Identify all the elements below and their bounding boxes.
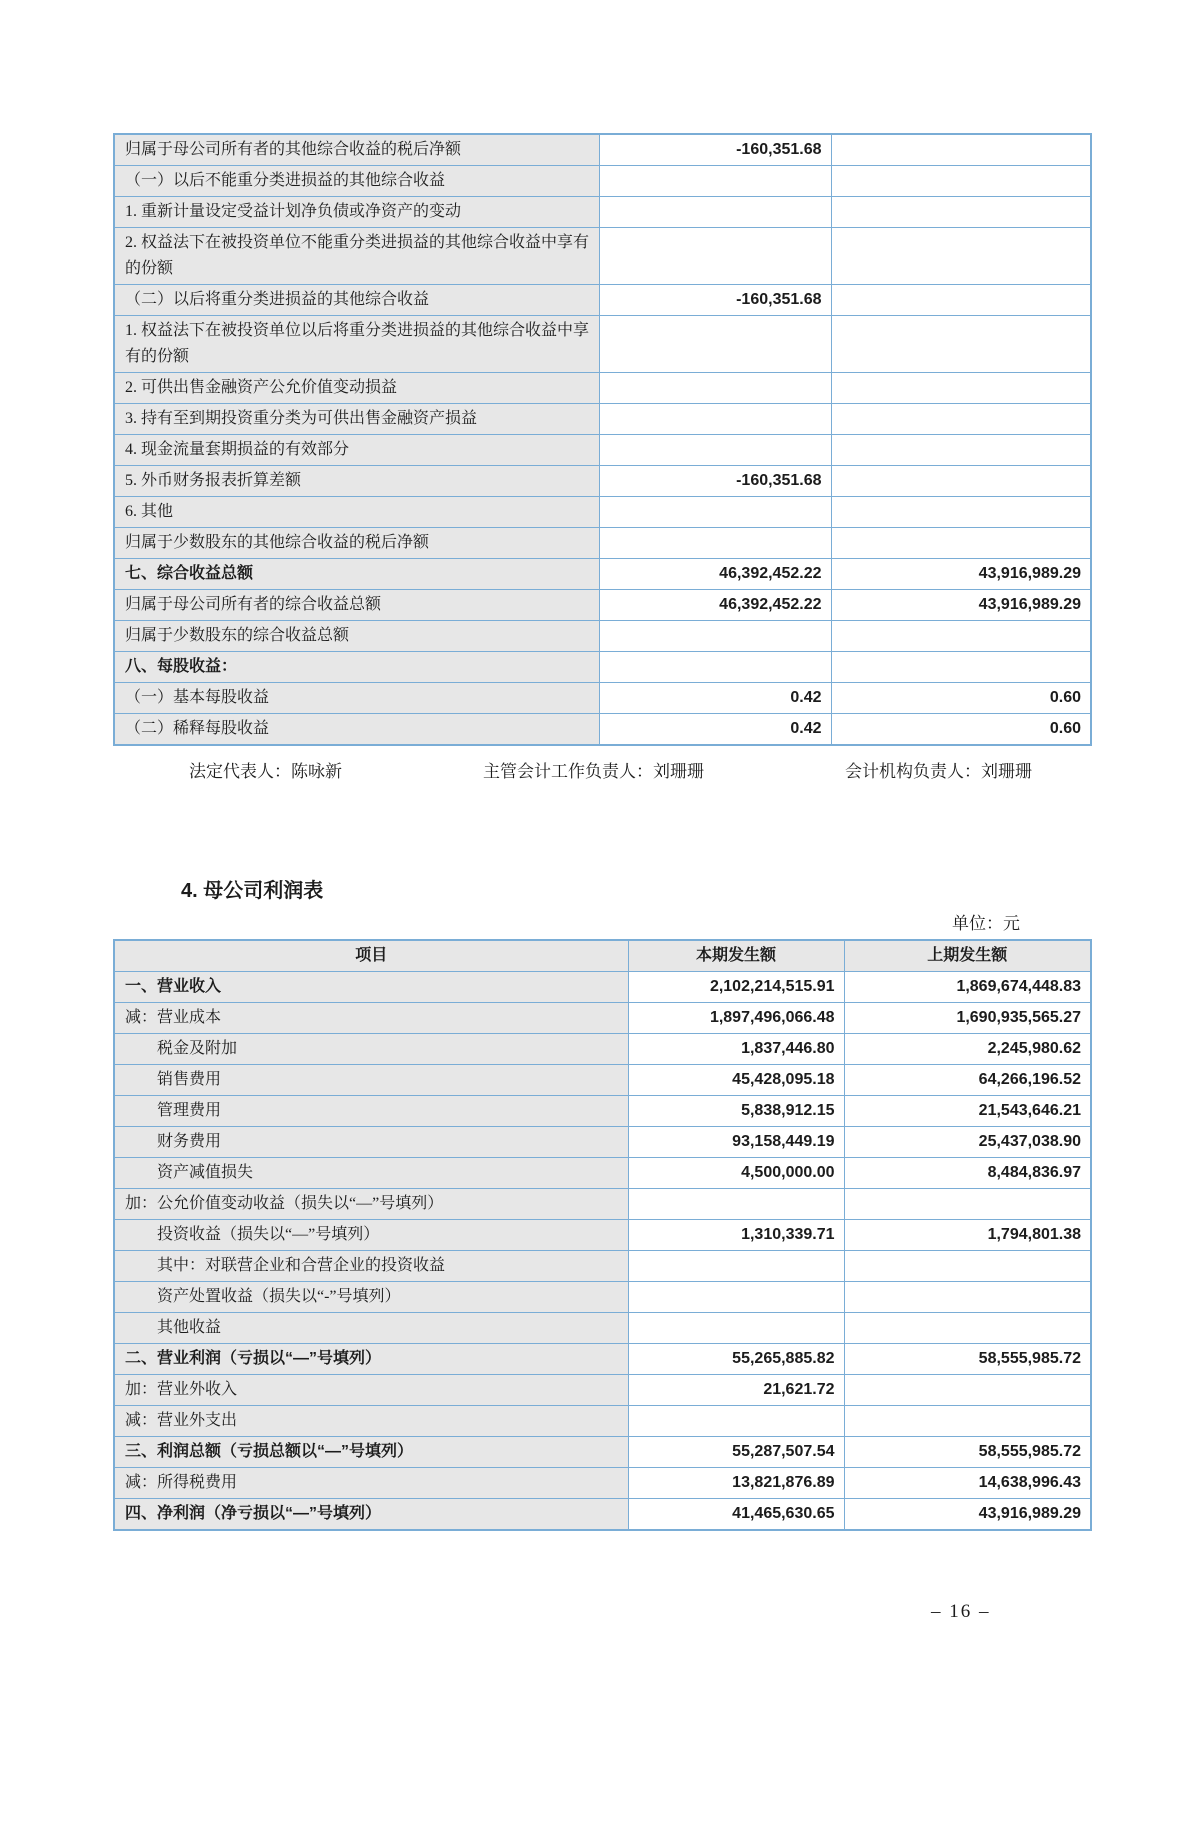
item-label-cell: 2. 权益法下在被投资单位不能重分类进损益的其他综合收益中享有的份额 [114,228,599,285]
item-label-cell: 财务费用 [114,1127,628,1158]
item-label-cell: 其中：对联营企业和合营企业的投资收益 [114,1251,628,1282]
current-amount-cell: 5,838,912.15 [628,1096,844,1127]
item-label-cell: 减：所得税费用 [114,1468,628,1499]
table-row [114,316,1091,373]
table-row [114,466,1091,497]
item-label-cell: 八、每股收益： [114,652,599,683]
table-row [114,652,1091,683]
prior-amount-cell: 43,916,989.29 [844,1499,1091,1531]
prior-amount-cell: 43,916,989.29 [831,559,1091,590]
current-amount-cell: 45,428,095.18 [628,1065,844,1096]
column-header-current-period: 本期发生额 [628,940,844,972]
item-label-cell: （一）基本每股收益 [114,683,599,714]
item-label-cell: 四、净利润（净亏损以“—”号填列） [114,1499,628,1531]
table-row [114,197,1091,228]
item-label-cell: （二）稀释每股收益 [114,714,599,746]
document-page [113,133,1090,1623]
current-amount-cell: 55,265,885.82 [628,1344,844,1375]
item-label-cell: （一）以后不能重分类进损益的其他综合收益 [114,166,599,197]
item-label-cell: 1. 重新计量设定受益计划净负债或净资产的变动 [114,197,599,228]
prior-amount-cell [844,1282,1091,1313]
prior-amount-cell [844,1406,1091,1437]
current-amount-cell: 1,310,339.71 [628,1220,844,1251]
current-amount-cell: -160,351.68 [599,285,831,316]
prior-amount-cell: 8,484,836.97 [844,1158,1091,1189]
table-row [114,1220,1091,1251]
chief-accountant-signature: 主管会计工作负责人：刘珊珊 [483,762,704,781]
table-row [114,1003,1091,1034]
table-row [114,166,1091,197]
table-row [114,1313,1091,1344]
current-amount-cell: 93,158,449.19 [628,1127,844,1158]
prior-amount-cell [831,316,1091,373]
prior-amount-cell [831,373,1091,404]
item-label-cell: 投资收益（损失以“—”号填列） [114,1220,628,1251]
page-number: – 16 – [931,1601,991,1622]
current-amount-cell: 46,392,452.22 [599,590,831,621]
prior-amount-cell [831,528,1091,559]
column-header-item: 项目 [114,940,628,972]
prior-amount-cell: 1,690,935,565.27 [844,1003,1091,1034]
prior-amount-cell [831,652,1091,683]
table-row [114,1344,1091,1375]
table-row [114,1251,1091,1282]
prior-amount-cell: 64,266,196.52 [844,1065,1091,1096]
table-row [114,228,1091,285]
table-row [114,1034,1091,1065]
current-amount-cell [628,1251,844,1282]
current-amount-cell: 46,392,452.22 [599,559,831,590]
item-label-cell: 1. 权益法下在被投资单位以后将重分类进损益的其他综合收益中享有的份额 [114,316,599,373]
item-label-cell: 3. 持有至到期投资重分类为可供出售金融资产损益 [114,404,599,435]
current-amount-cell: 21,621.72 [628,1375,844,1406]
current-amount-cell: 1,897,496,066.48 [628,1003,844,1034]
prior-amount-cell [831,466,1091,497]
item-label-cell: 资产处置收益（损失以“-”号填列） [114,1282,628,1313]
table-row [114,621,1091,652]
current-amount-cell [599,497,831,528]
section-heading: 4. 母公司利润表 [181,880,324,902]
table-row [114,497,1091,528]
table-row [114,1375,1091,1406]
prior-amount-cell [831,404,1091,435]
prior-amount-cell: 0.60 [831,683,1091,714]
current-amount-cell: 4,500,000.00 [628,1158,844,1189]
item-label-cell: 2. 可供出售金融资产公允价值变动损益 [114,373,599,404]
item-label-cell: 加：公允价值变动收益（损失以“—”号填列） [114,1189,628,1220]
prior-amount-cell [844,1189,1091,1220]
table-row [114,1499,1091,1531]
current-amount-cell: -160,351.68 [599,466,831,497]
table-row [114,1127,1091,1158]
table-row [114,1282,1091,1313]
item-label-cell: 销售费用 [114,1065,628,1096]
table-row [114,528,1091,559]
item-label-cell: 归属于母公司所有者的其他综合收益的税后净额 [114,134,599,166]
item-label-cell: 三、利润总额（亏损总额以“—”号填列） [114,1437,628,1468]
current-amount-cell: 2,102,214,515.91 [628,972,844,1003]
prior-amount-cell: 1,869,674,448.83 [844,972,1091,1003]
current-amount-cell [599,404,831,435]
item-label-cell: 5. 外币财务报表折算差额 [114,466,599,497]
prior-amount-cell: 2,245,980.62 [844,1034,1091,1065]
current-amount-cell [628,1406,844,1437]
prior-amount-cell: 0.60 [831,714,1091,746]
table-row [114,972,1091,1003]
prior-amount-cell: 58,555,985.72 [844,1344,1091,1375]
item-label-cell: 管理费用 [114,1096,628,1127]
prior-amount-cell: 1,794,801.38 [844,1220,1091,1251]
table-row [114,1096,1091,1127]
prior-amount-cell [844,1375,1091,1406]
table-row [114,683,1091,714]
current-amount-cell [628,1313,844,1344]
item-label-cell: 二、营业利润（亏损以“—”号填列） [114,1344,628,1375]
item-label-cell: 七、综合收益总额 [114,559,599,590]
table-row [114,1065,1091,1096]
item-label-cell: 归属于少数股东的其他综合收益的税后净额 [114,528,599,559]
table-row [114,1189,1091,1220]
current-amount-cell: 0.42 [599,714,831,746]
prior-amount-cell [831,134,1091,166]
table-row [114,714,1091,746]
item-label-cell: 加：营业外收入 [114,1375,628,1406]
prior-amount-cell [831,228,1091,285]
item-label-cell: 减：营业成本 [114,1003,628,1034]
prior-amount-cell: 58,555,985.72 [844,1437,1091,1468]
table-row [114,1158,1091,1189]
prior-amount-cell [831,621,1091,652]
current-amount-cell [628,1189,844,1220]
item-label-cell: 归属于少数股东的综合收益总额 [114,621,599,652]
current-amount-cell [599,528,831,559]
table-row [114,404,1091,435]
table-row [114,373,1091,404]
table-row [114,435,1091,466]
current-amount-cell [599,197,831,228]
current-amount-cell [599,652,831,683]
current-amount-cell [599,166,831,197]
item-label-cell: 税金及附加 [114,1034,628,1065]
item-label-cell: 6. 其他 [114,497,599,528]
unit-label: 单位：元 [952,914,1020,933]
current-amount-cell: 1,837,446.80 [628,1034,844,1065]
item-label-cell: 资产减值损失 [114,1158,628,1189]
table-header-row [114,940,1091,972]
signature-line [113,757,1090,782]
prior-amount-cell [831,435,1091,466]
item-label-cell: 4. 现金流量套期损益的有效部分 [114,435,599,466]
current-amount-cell [599,373,831,404]
current-amount-cell [628,1282,844,1313]
table-row [114,134,1091,166]
current-amount-cell: 0.42 [599,683,831,714]
prior-amount-cell [844,1313,1091,1344]
current-amount-cell: 41,465,630.65 [628,1499,844,1531]
current-amount-cell: -160,351.68 [599,134,831,166]
accounting-head-signature: 会计机构负责人：刘珊珊 [845,762,1032,781]
comprehensive-income-table [113,133,1092,746]
column-header-prior-period: 上期发生额 [844,940,1091,972]
table-row [114,559,1091,590]
prior-amount-cell [831,197,1091,228]
current-amount-cell [599,316,831,373]
prior-amount-cell: 21,543,646.21 [844,1096,1091,1127]
current-amount-cell: 13,821,876.89 [628,1468,844,1499]
item-label-cell: （二）以后将重分类进损益的其他综合收益 [114,285,599,316]
prior-amount-cell [844,1251,1091,1282]
item-label-cell: 归属于母公司所有者的综合收益总额 [114,590,599,621]
parent-company-income-statement-table [113,939,1092,1531]
prior-amount-cell: 14,638,996.43 [844,1468,1091,1499]
current-amount-cell [599,621,831,652]
prior-amount-cell: 25,437,038.90 [844,1127,1091,1158]
table-row [114,285,1091,316]
prior-amount-cell [831,497,1091,528]
income-statement-table-body [114,972,1091,1531]
table-row [114,590,1091,621]
legal-representative-signature: 法定代表人：陈咏新 [189,762,342,781]
current-amount-cell [599,228,831,285]
table-row [114,1437,1091,1468]
prior-amount-cell: 43,916,989.29 [831,590,1091,621]
prior-amount-cell [831,166,1091,197]
table-row [114,1468,1091,1499]
table-row [114,1406,1091,1437]
item-label-cell: 其他收益 [114,1313,628,1344]
item-label-cell: 减：营业外支出 [114,1406,628,1437]
comprehensive-income-table-body [114,134,1091,745]
prior-amount-cell [831,285,1091,316]
current-amount-cell: 55,287,507.54 [628,1437,844,1468]
current-amount-cell [599,435,831,466]
item-label-cell: 一、营业收入 [114,972,628,1003]
